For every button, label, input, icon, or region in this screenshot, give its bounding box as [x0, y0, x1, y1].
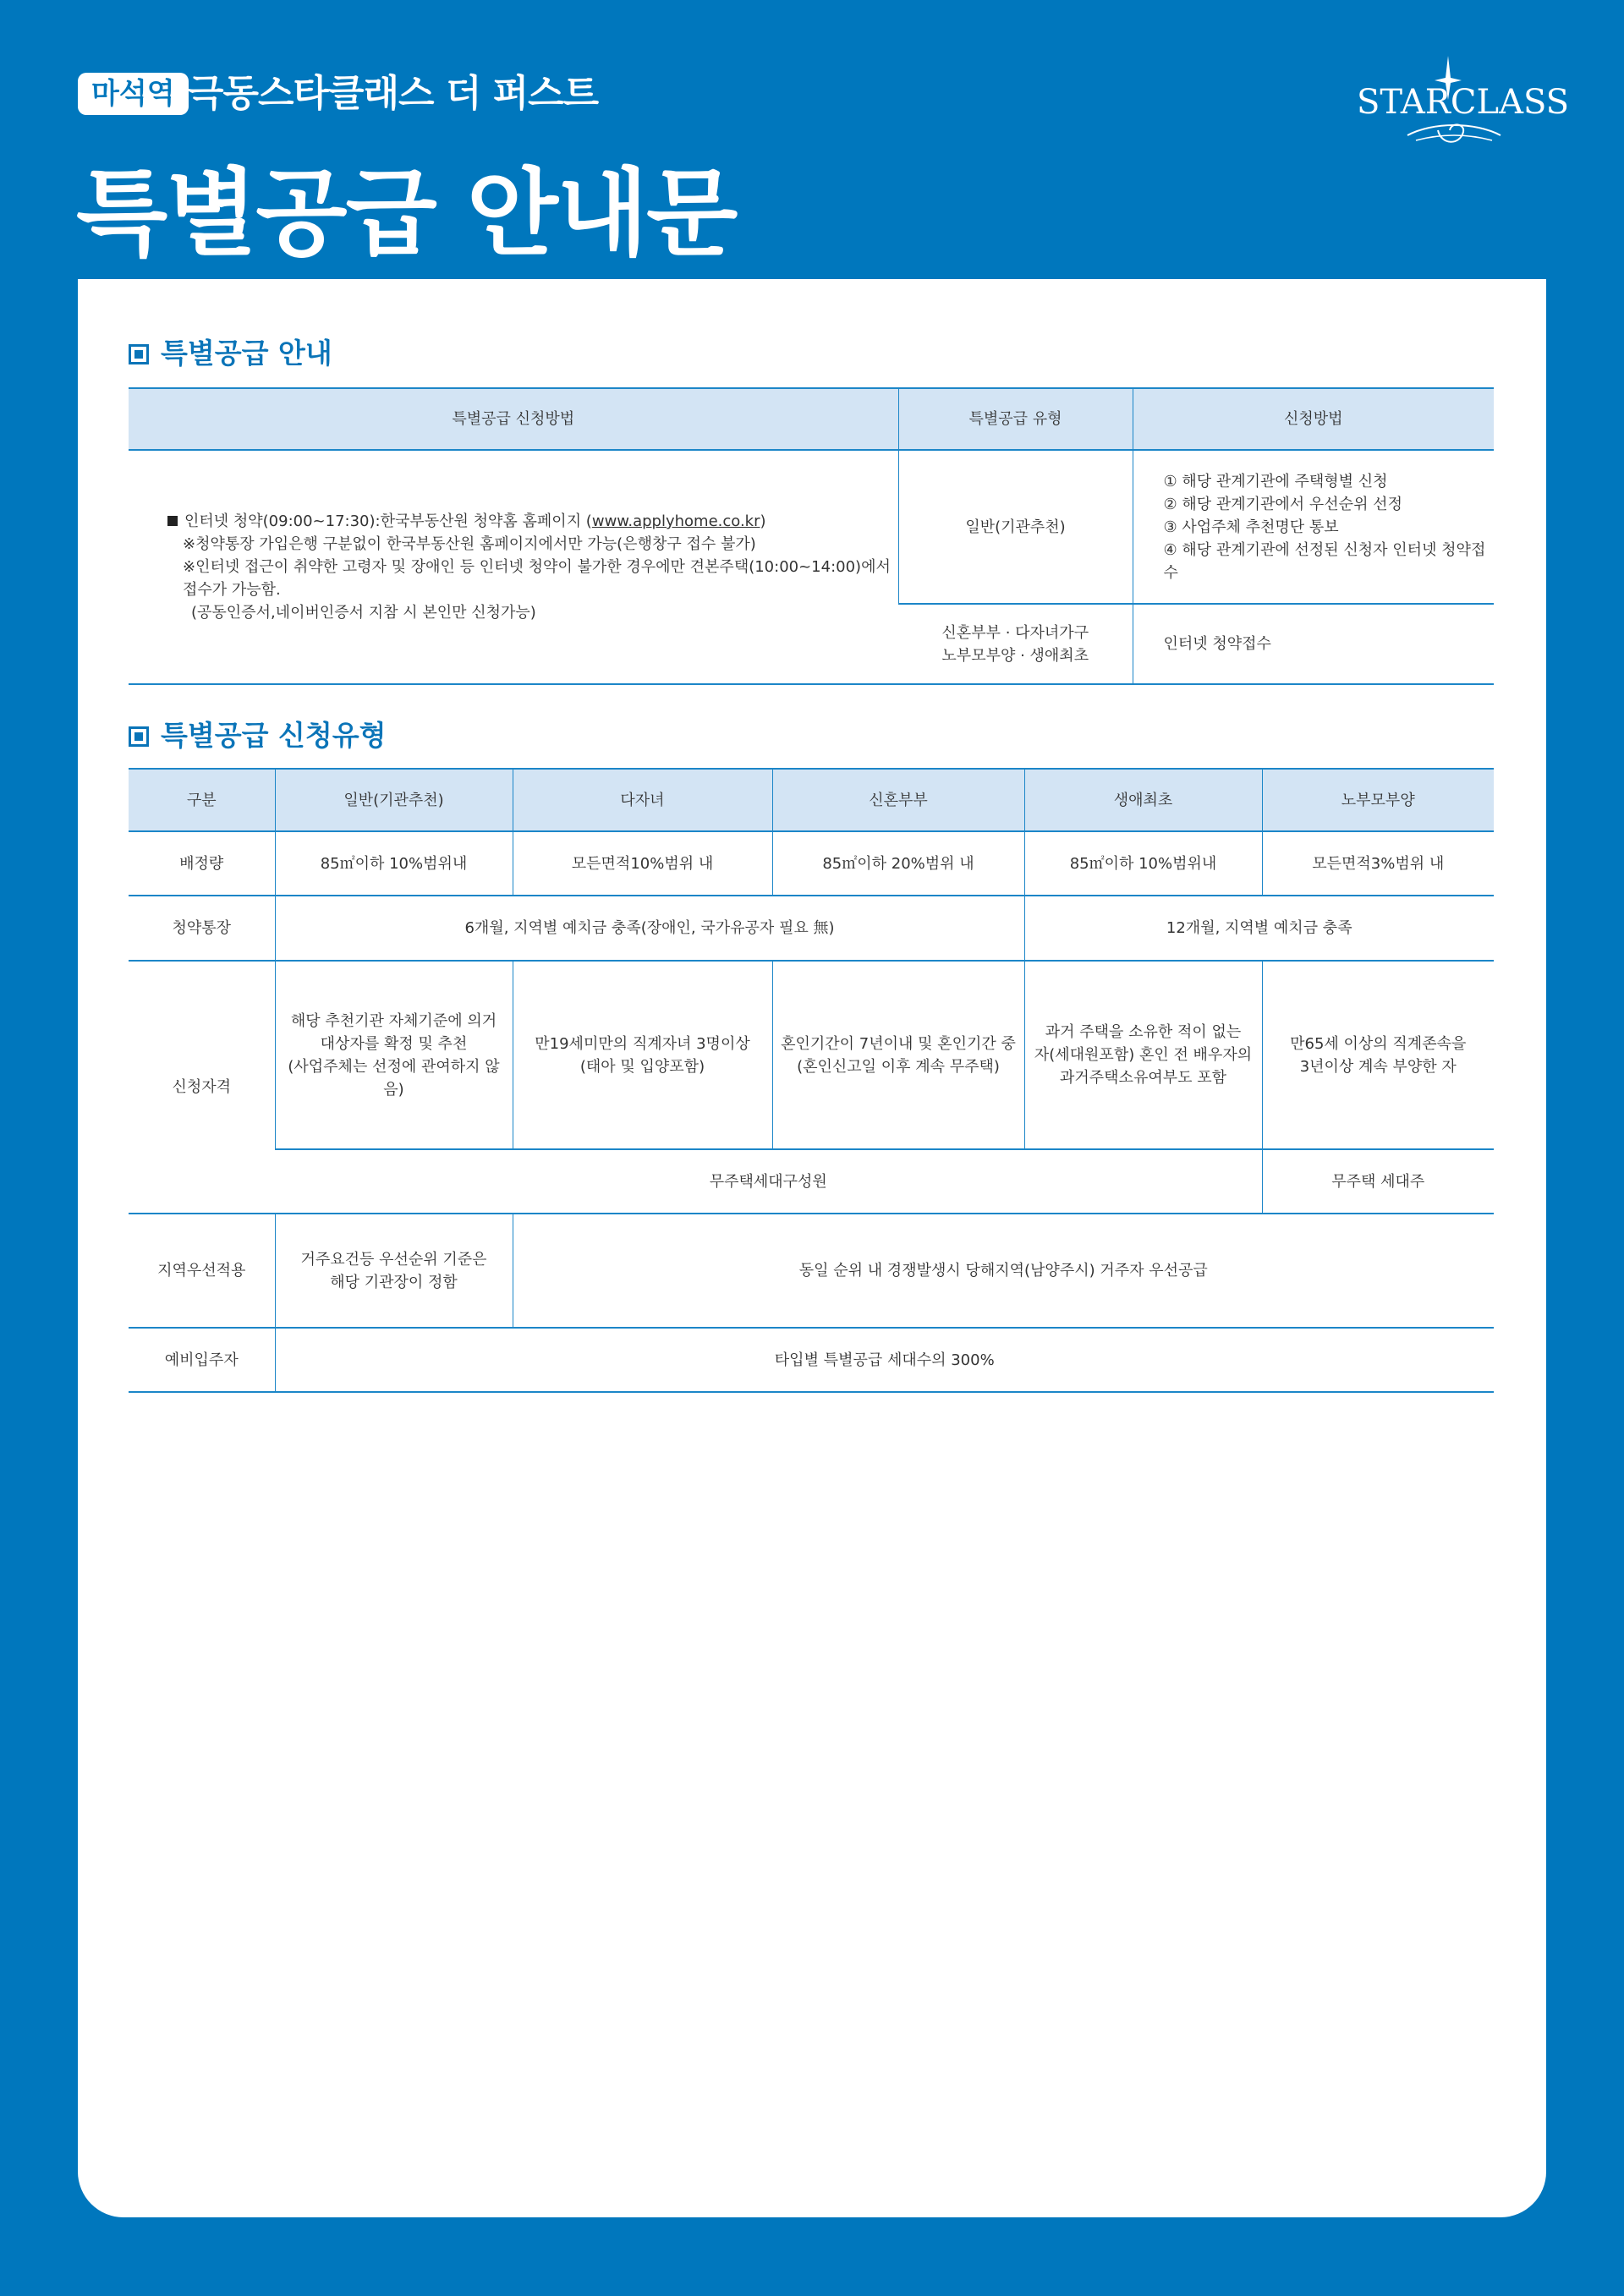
- header: [0, 0, 1624, 279]
- type-general: 일반(기관추천): [898, 450, 1133, 604]
- applyhome-link[interactable]: www.applyhome.co.kr: [591, 512, 760, 530]
- header-multi-child: 다자녀: [513, 769, 772, 831]
- header-supply-type: 특별공급 유형: [898, 388, 1133, 450]
- method-general: ① 해당 관계기관에 주택형별 신청 ② 해당 관계기관에서 우선순위 선정 ③ 사업주체 추천명단 통보 ④ 해당 관계기관에 선정된 신청자 인터넷 청약접수: [1133, 450, 1494, 604]
- header-newlywed: 신혼부부: [772, 769, 1024, 831]
- logo-text: STARCLASS: [1357, 83, 1570, 122]
- header-method: 신청방법: [1133, 388, 1494, 450]
- site-name: 극동스타클래스 더 퍼스트: [188, 72, 599, 115]
- qual-newlywed: 혼인기간이 7년이내 및 혼인기간 중 (혼인신고일 이후 계속 무주택): [772, 961, 1024, 1149]
- type-others: 신혼부부 · 다자녀가구 노부모부양 · 생애최초: [898, 604, 1133, 684]
- apply-method-cell: 인터넷 청약(09:00~17:30):한국부동산원 청약홈 홈페이지 (www.applyhome.co.kr) ※청약통장 가입은행 구분없이 한국부동산원 홈페이지에서만 가능(은행창구 접수 불가) ※인터넷 접근이 취약한 고령자 및 장애인 등 인터넷 청약이 불가한 경우에만 견본주택(10:00~14:00)에서 접수가 가능함. (공동인증서,네이버인증서 지참 시 본인만 신청가능): [129, 450, 898, 684]
- qual-elderly: 만65세 이상의 직계존속을 3년이상 계속 부양한 자: [1262, 961, 1494, 1149]
- page-title: 특별공급 안내문: [76, 159, 737, 269]
- regional-row: 지역우선적용 거주요건등 우선순위 기준은 해당 기관장이 정함 동일 순위 내 경쟁발생시 당해지역(남양주시) 거주자 우선공급: [129, 1214, 1494, 1328]
- qual-general: 해당 추천기관 자체기준에 의거 대상자를 확정 및 추천 (사업주체는 선정에 관여하지 않음): [275, 961, 513, 1149]
- section1-title: 특별공급 안내: [129, 335, 332, 372]
- header-elderly: 노부모부양: [1262, 769, 1494, 831]
- qualification-common-row: 무주택세대구성원 무주택 세대주: [129, 1149, 1494, 1214]
- station-badge: 마석역: [78, 73, 189, 115]
- special-supply-info-table: [129, 387, 1494, 685]
- regional-general: 거주요건등 우선순위 기준은 해당 기관장이 정함: [275, 1214, 513, 1328]
- square-bullet-icon: [129, 344, 149, 364]
- qualification-row: 신청자격 해당 추천기관 자체기준에 의거 대상자를 확정 및 추천 (사업주체는 선정에 관여하지 않음) 만19세미만의 직계자녀 3명이상 (태아 및 입양포함) 혼인기간이 7년이내 및 혼인기간 중 (혼인신고일 이후 계속 무주택) 과거 주택을 소유한 적이 없는 자(세대원포함) 혼인 전 배우자의 과거주택소유여부도 포함 만65세 이상의 직계존속을 3년이상 계속 부양한 자: [129, 961, 1494, 1149]
- content-card: [78, 279, 1546, 2217]
- reserve-row: 예비입주자 타입별 특별공급 세대수의 300%: [129, 1328, 1494, 1392]
- starclass-logo: [1357, 51, 1570, 152]
- special-supply-type-table: [129, 768, 1494, 1393]
- square-bullet-icon: [129, 726, 149, 747]
- method-others: 인터넷 청약접수: [1133, 604, 1494, 684]
- allocation-row: 배정량 85㎡이하 10%범위내 모든면적10%범위 내 85㎡이하 20%범위 내 85㎡이하 10%범위내 모든면적3%범위 내: [129, 831, 1494, 896]
- section2-title: 특별공급 신청유형: [129, 717, 387, 754]
- qual-multi-child: 만19세미만의 직계자녀 3명이상 (태아 및 입양포함): [513, 961, 772, 1149]
- header-apply-method: 특별공급 신청방법: [129, 388, 898, 450]
- square-bullet-icon: [167, 516, 178, 526]
- account-row: 청약통장 6개월, 지역별 예치금 충족(장애인, 국가유공자 필요 無) 12개월, 지역별 예치금 충족: [129, 896, 1494, 961]
- header-general: 일반(기관추천): [275, 769, 513, 831]
- header-category: 구분: [129, 769, 275, 831]
- header-first-time: 생애최초: [1024, 769, 1262, 831]
- qual-first-time: 과거 주택을 소유한 적이 없는 자(세대원포함) 혼인 전 배우자의 과거주택소유여부도 포함: [1024, 961, 1262, 1149]
